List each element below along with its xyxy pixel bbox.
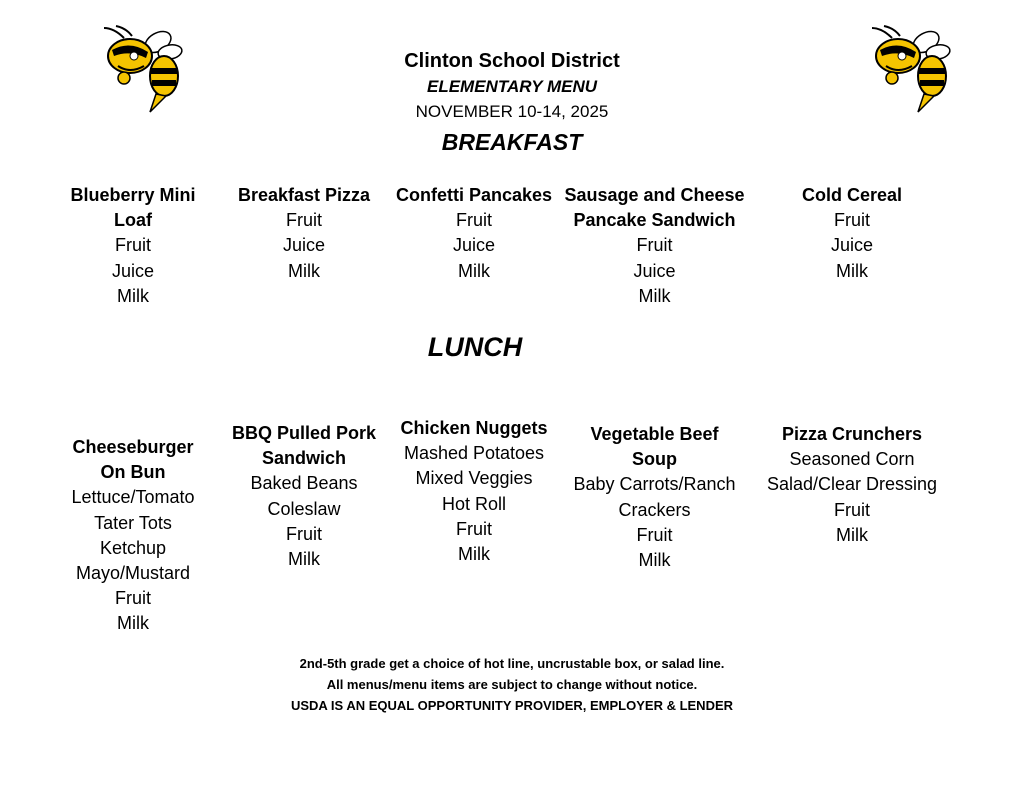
menu-item: Hot Roll	[441, 493, 507, 514]
menu-item: Fruit	[456, 210, 492, 231]
breakfast-day-3	[394, 183, 554, 284]
menu-item: Mixed Veggies	[415, 468, 533, 489]
meal-name: Cold Cereal	[801, 185, 903, 205]
breakfast-day-2	[229, 183, 379, 284]
meal-name: Chicken Nuggets	[400, 418, 548, 438]
footer-note-change: All menus/menu items are subject to change without notice.	[326, 677, 698, 692]
menu-item: Tater Tots	[94, 512, 172, 533]
menu-header	[312, 48, 712, 124]
menu-item: Fruit	[115, 588, 151, 609]
menu-item: Milk	[288, 260, 320, 281]
menu-item: Juice	[452, 235, 496, 256]
menu-item: Juice	[282, 235, 326, 256]
lunch-title: LUNCH	[427, 332, 523, 362]
menu-item: Milk	[638, 285, 671, 306]
menu-dates: NOVEMBER 10-14, 2025	[415, 102, 609, 121]
meal-name: Blueberry Mini Loaf	[70, 185, 196, 231]
menu-item: Fruit	[286, 210, 322, 231]
breakfast-day-1	[58, 183, 208, 309]
menu-item: Salad/Clear Dressing	[766, 474, 938, 495]
menu-item: Baby Carrots/Ranch	[573, 474, 736, 495]
menu-item: Juice	[111, 260, 155, 281]
menu-item: Milk	[458, 544, 490, 565]
lunch-day-4	[562, 422, 747, 573]
menu-item: Mashed Potatoes	[403, 443, 545, 464]
menu-item: Juice	[830, 235, 874, 256]
yellow-jacket-mascot-icon	[864, 22, 960, 114]
district-name: Clinton School District	[404, 50, 620, 72]
menu-item: Seasoned Corn	[789, 449, 915, 470]
menu-item: Milk	[836, 260, 868, 281]
meal-name: Pizza Crunchers	[781, 424, 923, 444]
lunch-day-1	[58, 435, 208, 637]
menu-item: Ketchup	[99, 537, 167, 558]
menu-item: Milk	[458, 260, 490, 281]
menu-item: Fruit	[115, 235, 151, 256]
menu-subtitle: ELEMENTARY MENU	[426, 77, 598, 96]
menu-item: Fruit	[834, 499, 870, 520]
menu-item: Fruit	[636, 524, 673, 545]
breakfast-day-4	[562, 183, 747, 309]
meal-name: Cheeseburger On Bun	[72, 437, 194, 483]
meal-name: BBQ Pulled Pork Sandwich	[231, 423, 377, 469]
menu-item: Mayo/Mustard	[75, 563, 191, 584]
menu-item: Milk	[117, 285, 149, 306]
footer-note-choice: 2nd-5th grade get a choice of hot line, uncrustable box, or salad line.	[299, 656, 725, 671]
menu-item: Baked Beans	[250, 473, 358, 494]
lunch-day-3	[394, 416, 554, 567]
menu-item: Milk	[638, 550, 671, 571]
menu-item: Lettuce/Tomato	[71, 487, 195, 508]
menu-item: Coleslaw	[267, 498, 341, 519]
menu-item: Milk	[117, 613, 149, 634]
lunch-day-5	[762, 422, 942, 548]
menu-item: Milk	[836, 524, 868, 545]
lunch-day-2	[229, 421, 379, 572]
menu-item: Fruit	[286, 523, 322, 544]
menu-item: Fruit	[636, 235, 673, 256]
menu-item: Fruit	[456, 518, 492, 539]
meal-name: Breakfast Pizza	[237, 185, 371, 205]
breakfast-title: BREAKFAST	[441, 129, 583, 155]
menu-footer	[262, 653, 762, 716]
meal-name: Confetti Pancakes	[395, 185, 553, 205]
menu-item: Milk	[288, 549, 320, 570]
menu-item: Juice	[633, 260, 676, 281]
meal-name: Sausage and Cheese Pancake Sandwich	[564, 185, 745, 231]
meal-name: Vegetable Beef Soup	[590, 424, 719, 470]
footer-usda-statement: USDA IS AN EQUAL OPPORTUNITY PROVIDER, EMPLOYER & LENDER	[290, 698, 734, 713]
menu-item: Fruit	[834, 210, 870, 231]
menu-item: Crackers	[618, 499, 691, 520]
breakfast-day-5	[762, 183, 942, 284]
yellow-jacket-mascot-icon	[96, 22, 192, 114]
